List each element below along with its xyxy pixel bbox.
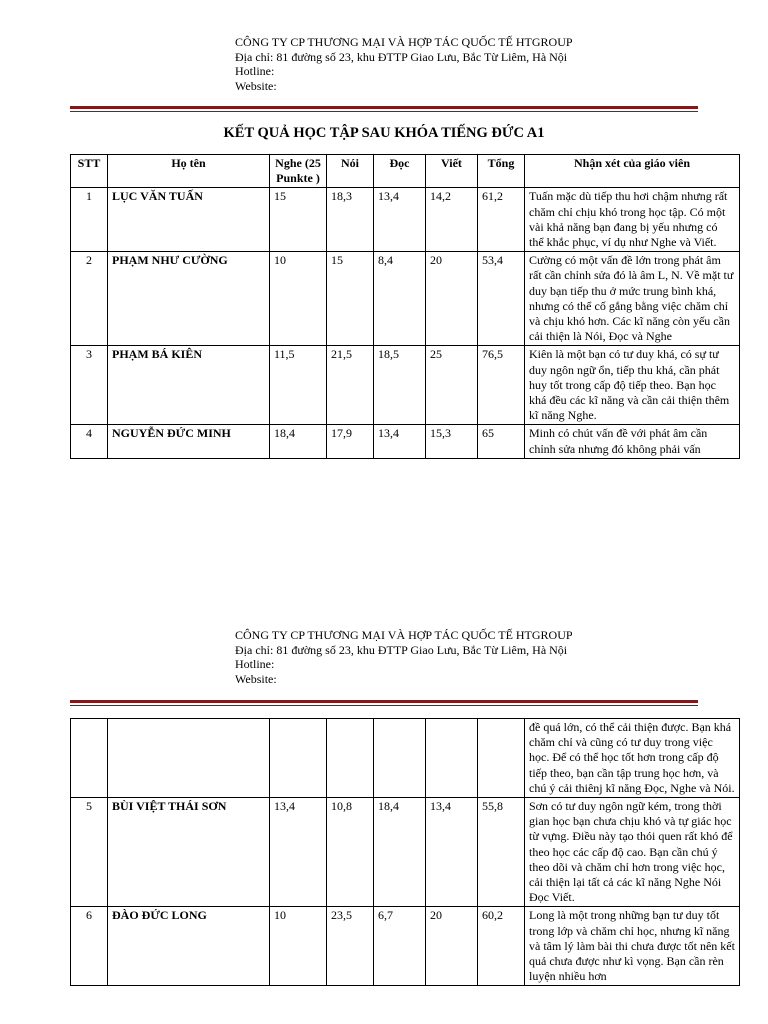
cell-tong: 61,2	[478, 188, 525, 252]
col-header-tong: Tổng	[478, 155, 525, 188]
cell-nghe: 11,5	[270, 346, 327, 425]
cell-comment: đề quá lớn, có thể cải thiện được. Bạn khá chăm chỉ và cũng có tư duy trong việc học. Để có thể học tốt hơn trong cấp độ tiếp theo, bạn cần tập trung học hơn, và chú ý cải thiênj kĩ năng Đọc, Nghe và Nói.	[525, 719, 740, 798]
cell-stt: 3	[71, 346, 108, 425]
cell-noi: 17,9	[327, 425, 374, 458]
cell-doc: 6,7	[374, 907, 426, 986]
table-row	[71, 346, 740, 425]
cell-comment: Kiên là một bạn có tư duy khá, có sự tư duy ngôn ngữ ổn, tiếp thu khá, cần phát huy tốt trong cấp độ tiếp theo. Bạn học khá đều các kĩ năng và cần cải thiện thêm kĩ năng Nghe.	[525, 346, 740, 425]
cell-viet: 20	[426, 907, 478, 986]
company-website: Website:	[235, 78, 277, 93]
cell-tong	[478, 719, 525, 798]
cell-tong: 60,2	[478, 907, 525, 986]
cell-stt: 4	[71, 425, 108, 458]
results-table-continued	[70, 718, 740, 986]
cell-nghe: 13,4	[270, 798, 327, 907]
cell-doc: 8,4	[374, 252, 426, 346]
company-address: Địa chỉ: 81 đường số 23, khu ĐTTP Giao Lưu, Bắc Từ Liêm, Hà Nội	[235, 49, 568, 64]
company-name: CÔNG TY CP THƯƠNG MẠI VÀ HỢP TÁC QUỐC TẾ HTGROUP	[235, 35, 573, 49]
cell-name: PHẠM BÁ KIÊN	[108, 346, 270, 425]
cell-doc: 18,4	[374, 798, 426, 907]
cell-nghe: 10	[270, 907, 327, 986]
cell-stt: 6	[71, 907, 108, 986]
table-row	[71, 252, 740, 346]
col-header-name: Họ tên	[108, 155, 270, 188]
cell-noi: 10,8	[327, 798, 374, 907]
cell-viet: 20	[426, 252, 478, 346]
col-header-stt: STT	[71, 155, 108, 188]
header-divider	[70, 106, 698, 112]
cell-stt	[71, 719, 108, 798]
results-table	[70, 154, 740, 459]
cell-viet: 13,4	[426, 798, 478, 907]
cell-viet: 25	[426, 346, 478, 425]
table-row	[71, 907, 740, 986]
cell-comment: Minh có chút vấn đề với phát âm cần chỉnh sửa nhưng đó không phải vấn	[525, 425, 740, 458]
cell-noi	[327, 719, 374, 798]
company-hotline: Hotline:	[235, 64, 275, 78]
company-website: Website:	[235, 671, 277, 686]
cell-viet: 14,2	[426, 188, 478, 252]
cell-tong: 55,8	[478, 798, 525, 907]
company-address: Địa chỉ: 81 đường số 23, khu ĐTTP Giao Lưu, Bắc Từ Liêm, Hà Nội	[235, 642, 568, 657]
cell-nghe: 18,4	[270, 425, 327, 458]
cell-name: ĐÀO ĐỨC LONG	[108, 907, 270, 986]
cell-doc	[374, 719, 426, 798]
cell-comment: Sơn có tư duy ngôn ngữ kém, trong thời gian học bạn chưa chịu khó và tự giác học từ vựng. Điều này tạo thói quen rất khó để theo học các cấp độ cao. Bạn cần chú ý theo dõi và chăm chỉ hơn trong việc học, cải thiện lại tất cả các kĩ năng Nghe Nói Đọc Viết.	[525, 798, 740, 907]
cell-nghe: 10	[270, 252, 327, 346]
table-row	[71, 798, 740, 907]
cell-name: NGUYỄN ĐỨC MINH	[108, 425, 270, 458]
cell-doc: 18,5	[374, 346, 426, 425]
table-row	[71, 188, 740, 252]
cell-tong: 53,4	[478, 252, 525, 346]
cell-noi: 18,3	[327, 188, 374, 252]
cell-doc: 13,4	[374, 188, 426, 252]
table-header-row	[71, 155, 740, 188]
cell-name: LỤC VĂN TUẤN	[108, 188, 270, 252]
cell-tong: 65	[478, 425, 525, 458]
cell-comment: Tuấn mặc dù tiếp thu hơi chậm nhưng rất chăm chỉ chịu khó trong học tập. Có một vài khả năng bạn đang bị yếu nhưng có thể khắc phục, ví dụ như Nghe và Viết.	[525, 188, 740, 252]
table-row	[71, 719, 740, 798]
cell-stt: 5	[71, 798, 108, 907]
company-hotline: Hotline:	[235, 657, 275, 671]
cell-nghe: 15	[270, 188, 327, 252]
company-header	[235, 35, 573, 93]
cell-viet: 15,3	[426, 425, 478, 458]
cell-nghe	[270, 719, 327, 798]
header-divider-page2	[70, 700, 698, 706]
col-header-nghe: Nghe (25 Punkte )	[270, 155, 327, 188]
cell-viet	[426, 719, 478, 798]
company-header-page2	[235, 628, 573, 686]
cell-tong: 76,5	[478, 346, 525, 425]
col-header-comment: Nhận xét của giáo viên	[525, 155, 740, 188]
cell-name: PHẠM NHƯ CƯỜNG	[108, 252, 270, 346]
cell-comment: Cường có một vấn đề lớn trong phát âm rất cần chỉnh sửa đó là âm L, N. Về mặt tư duy bạn tiếp thu ở mức trung bình khá, nhưng có thể cố gắng bằng việc chăm chỉ và chịu khó hơn. Các kĩ năng còn yếu cần cải thiện là Nói, Đọc và Nghe	[525, 252, 740, 346]
company-name: CÔNG TY CP THƯƠNG MẠI VÀ HỢP TÁC QUỐC TẾ HTGROUP	[235, 628, 573, 642]
cell-comment: Long là một trong những bạn tư duy tốt trong lớp và chăm chỉ học, nhưng kĩ năng và tâm lý làm bài thi chưa được tốt nên kết quả chưa được như kì vọng. Bạn cần rèn luyện nhiều hơn	[525, 907, 740, 986]
cell-noi: 21,5	[327, 346, 374, 425]
table-row	[71, 425, 740, 458]
col-header-doc: Đọc	[374, 155, 426, 188]
cell-stt: 1	[71, 188, 108, 252]
col-header-noi: Nói	[327, 155, 374, 188]
cell-name: BÙI VIỆT THÁI SƠN	[108, 798, 270, 907]
cell-noi: 15	[327, 252, 374, 346]
cell-doc: 13,4	[374, 425, 426, 458]
cell-noi: 23,5	[327, 907, 374, 986]
cell-name	[108, 719, 270, 798]
document-title: KẾT QUẢ HỌC TẬP SAU KHÓA TIẾNG ĐỨC A1	[223, 125, 545, 141]
col-header-viet: Viết	[426, 155, 478, 188]
cell-stt: 2	[71, 252, 108, 346]
